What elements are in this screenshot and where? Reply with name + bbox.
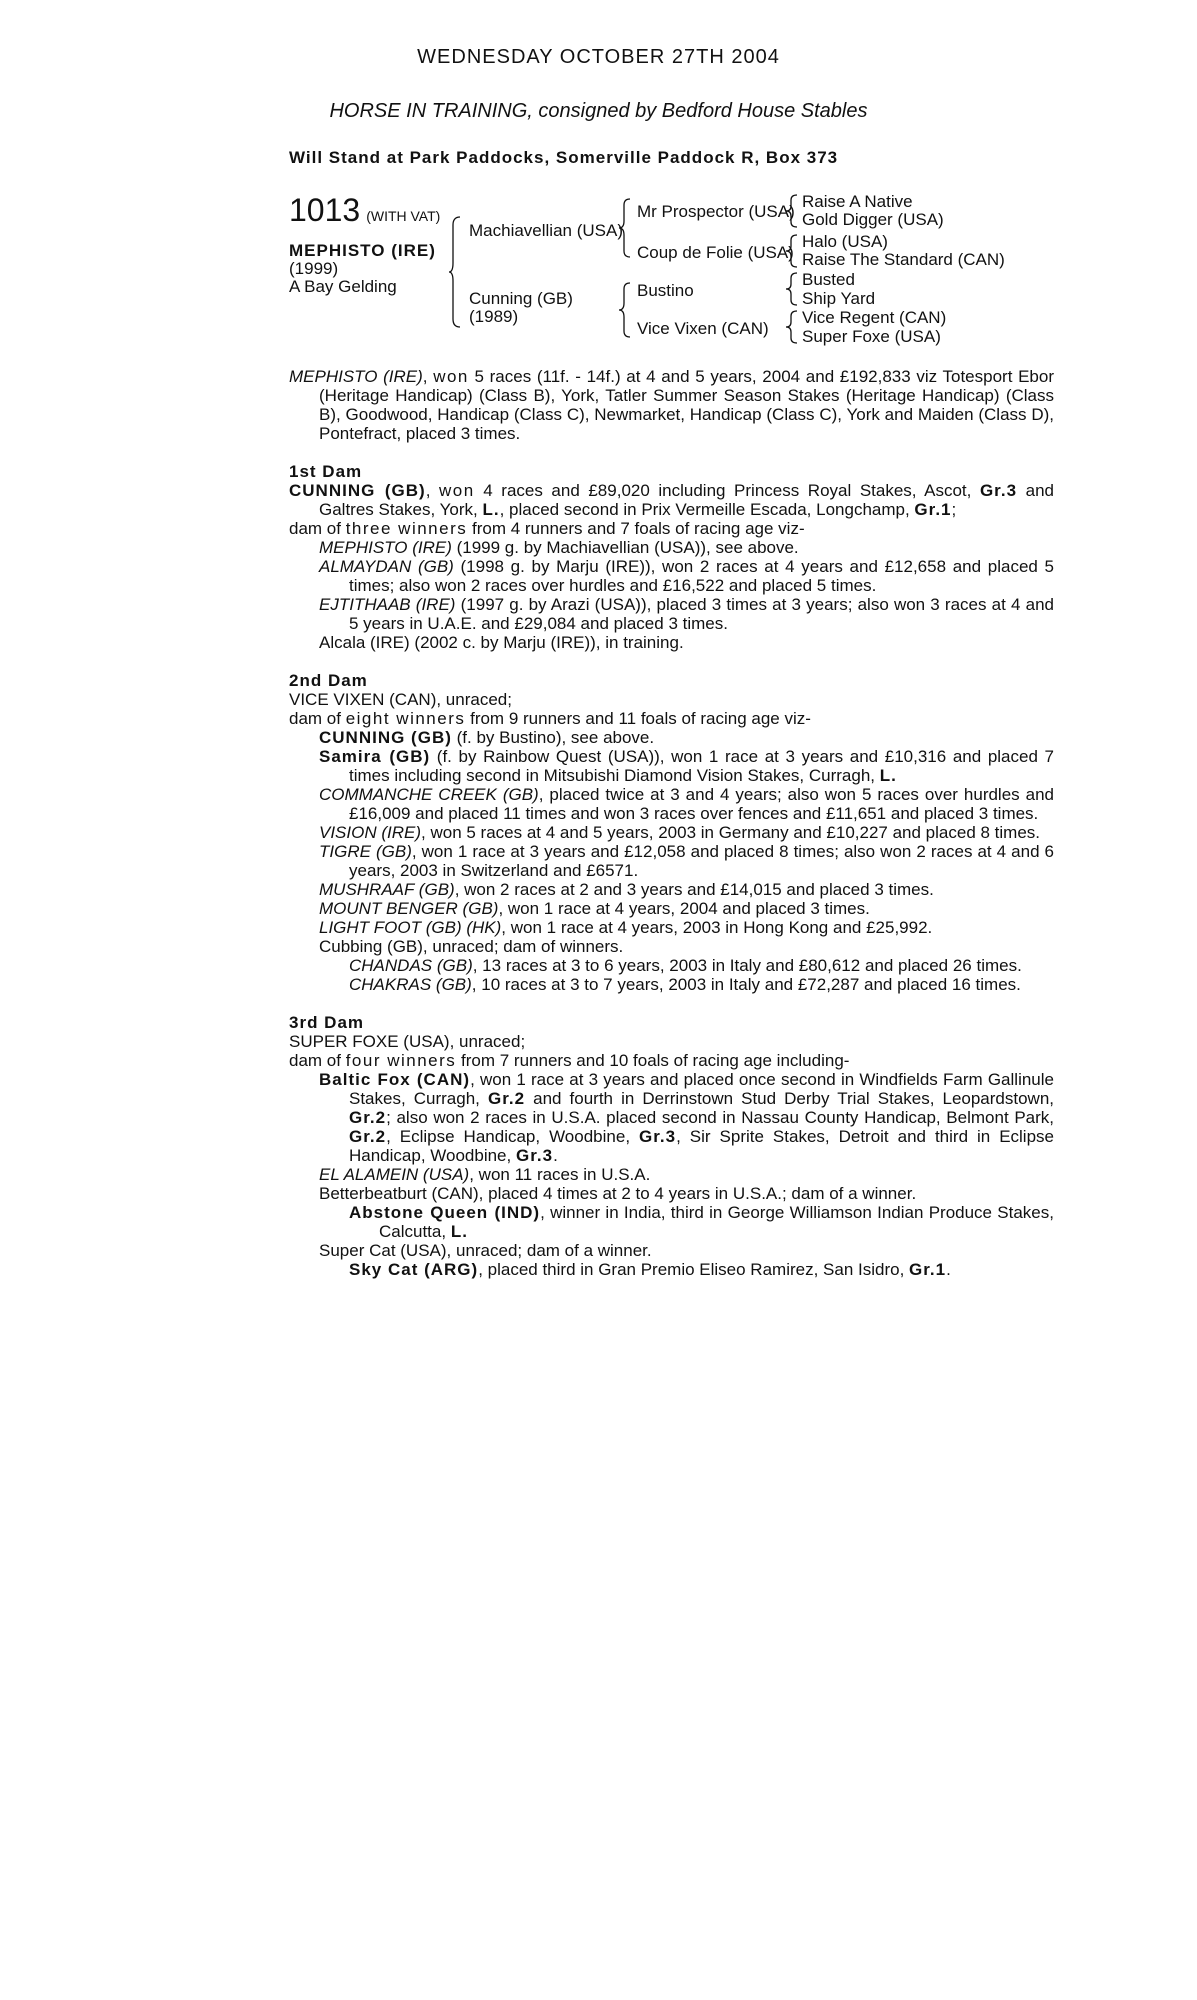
horse-info	[289, 242, 436, 296]
second-dam-record: VICE VIXEN (CAN), unraced;	[289, 690, 512, 709]
sd-sire: Halo (USA)	[802, 232, 888, 251]
progeny-entry	[289, 1260, 1054, 1279]
bold-run: L.	[482, 500, 500, 519]
progeny-entry	[289, 538, 1054, 557]
italic-run: MEPHISTO (IRE)	[319, 538, 452, 557]
bold-run: Sky Cat (ARG)	[349, 1260, 479, 1279]
text-run: Betterbeatburt (CAN), placed 4 times at 2 to 4 years in U.S.A.; dam of a winner.	[319, 1184, 917, 1203]
lot-header	[289, 192, 440, 229]
spaced-run: eight winners	[345, 709, 466, 728]
italic-run: MEPHISTO (IRE)	[289, 367, 423, 386]
text-run: 4 races and £89,020 including Princess Royal Stakes, Ascot,	[474, 481, 980, 500]
progeny-entry	[289, 842, 1054, 880]
text-run: from 9 runners and 11 foals of racing age viz-	[465, 709, 811, 728]
progeny-entry	[289, 1241, 1054, 1260]
text-run: , placed third in Gran Premio Eliseo Ramirez, San Isidro,	[478, 1260, 910, 1279]
ss-sire: Raise A Native	[802, 192, 913, 211]
bold-run: L.	[879, 766, 897, 785]
dam-sire: Bustino	[637, 281, 694, 300]
dd-dam: Super Foxe (USA)	[802, 327, 941, 346]
dam-dam: Vice Vixen (CAN)	[637, 319, 769, 338]
dam-year: (1989)	[469, 307, 519, 326]
progeny-entry	[289, 956, 1054, 975]
consignment-line: HORSE IN TRAINING, consigned by Bedford House Stables	[329, 100, 868, 122]
stand-location: Will Stand at Park Paddocks, Somerville Paddock R, Box 373	[289, 148, 839, 167]
bold-run: Gr.3	[979, 481, 1018, 500]
horse-year: (1999)	[289, 259, 339, 278]
progeny-entry	[289, 728, 1054, 747]
progeny-entry	[289, 1165, 1054, 1184]
italic-run: LIGHT FOOT (GB) (HK)	[319, 918, 502, 937]
bold-run: Gr.3	[515, 1146, 554, 1165]
progeny-entry	[289, 557, 1054, 595]
horse-name: MEPHISTO (IRE)	[289, 241, 436, 260]
bold-run: Gr.2	[487, 1089, 526, 1108]
text-run: (1998 g. by Marju (IRE)), won 2 races at 4 years and £12,658 and placed 5 times; also won 2 races over hurdles and £16,522 and placed 5 times.	[349, 557, 1054, 595]
text-run: , Sir Sprite Stakes, Detroit and third in Eclipse Handicap, Woodbine,	[349, 1127, 1054, 1165]
text-run: , won 5 races at 4 and 5 years, 2003 in Germany and £10,227 and placed 8 times.	[421, 823, 1041, 842]
italic-run: COMMANCHE CREEK (GB)	[319, 785, 539, 804]
bold-run: CUNNING (GB)	[289, 481, 426, 500]
bold-run: Gr.2	[349, 1127, 387, 1146]
text-run: , won 2 races at 2 and 3 years and £14,015 and placed 3 times.	[454, 880, 934, 899]
italic-run: MUSHRAAF (GB)	[319, 880, 455, 899]
pedigree-brace-dd	[785, 309, 799, 345]
text-run: , won 1 race at 4 years, 2003 in Hong Kong and £25,992.	[501, 918, 933, 937]
sire-name: Machiavellian (USA)	[469, 221, 623, 240]
text-run: dam of	[289, 709, 346, 728]
text-run: ,	[425, 481, 440, 500]
spaced-run: four winners	[345, 1051, 457, 1070]
bold-run: L.	[450, 1222, 468, 1241]
progeny-entry	[289, 785, 1054, 823]
text-run: 5 races (11f. - 14f.) at 4 and 5 years, 2004 and £192,833 viz Totesport Ebor (Heritage Handicap) (Class B), York, Tatler Summer Season Stakes (Heritage Handicap) (Class B), Goodwood, Handicap (Class C), Newmarket, Handicap (Class C), York and Maiden (Class D), Pontefract, placed 3 times.	[319, 367, 1054, 443]
text-run: (f. by Bustino), see above.	[451, 728, 655, 747]
progeny-entry	[289, 880, 1054, 899]
bold-run: Gr.3	[639, 1127, 677, 1146]
text-run: , won 1 race at 4 years, 2004 and placed 3 times.	[498, 899, 870, 918]
ss-dam: Gold Digger (USA)	[802, 210, 944, 229]
dam-name	[469, 290, 573, 326]
progeny-entry	[289, 633, 1054, 652]
text-run: , winner in India, third in George Williamson Indian Produce Stakes, Calcutta,	[379, 1203, 1054, 1241]
first-dam-produce-summary	[289, 519, 1054, 538]
text-run: dam of	[289, 519, 346, 538]
text-run: .	[553, 1146, 558, 1165]
dam-name-text: Cunning (GB)	[469, 289, 573, 308]
bold-run: Gr.2	[349, 1108, 387, 1127]
first-dam-record	[289, 481, 1054, 519]
spaced-run: won	[433, 367, 469, 386]
third-dam-heading: 3rd Dam	[289, 1013, 365, 1032]
progeny-entry	[289, 918, 1054, 937]
bold-run: Gr.1	[909, 1260, 947, 1279]
text-run: ,	[422, 367, 434, 386]
text-run: ; also won 2 races in U.S.A. placed second in Nassau County Handicap, Belmont Park,	[386, 1108, 1054, 1127]
pedigree-brace-sire	[618, 197, 632, 259]
bold-run: Abstone Queen (IND)	[349, 1203, 541, 1222]
progeny-entry	[289, 1203, 1054, 1241]
pedigree-brace-ss	[785, 193, 799, 229]
text-run: , placed twice at 3 and 4 years; also won 5 races over hurdles and £16,009 and placed 11 times and won 3 races over fences and £11,651 and placed 3 times.	[349, 785, 1054, 823]
text-run: from 4 runners and 7 foals of racing age viz-	[467, 519, 805, 538]
text-run: , won 1 race at 3 years and £12,058 and placed 8 times; also won 2 races at 4 and 6 years, 2003 in Switzerland and £6571.	[349, 842, 1055, 880]
progeny-entry	[289, 747, 1054, 785]
bold-run: Baltic Fox (CAN)	[319, 1070, 471, 1089]
text-run: , 10 races at 3 to 7 years, 2003 in Italy and £72,287 and placed 16 times.	[471, 975, 1021, 994]
text-run: , Eclipse Handicap, Woodbine,	[386, 1127, 640, 1146]
third-dam-record: SUPER FOXE (USA), unraced;	[289, 1032, 526, 1051]
progeny-entry	[289, 595, 1054, 633]
text-run: ;	[951, 500, 957, 519]
progeny-entry	[289, 937, 1054, 956]
sire-sire: Mr Prospector (USA)	[637, 202, 795, 221]
progeny-entry	[289, 1184, 1054, 1203]
sd-dam: Raise The Standard (CAN)	[802, 250, 1005, 269]
second-dam-progeny	[289, 728, 1054, 994]
italic-run: EL ALAMEIN (USA)	[319, 1165, 470, 1184]
text-run: Super Cat (USA), unraced; dam of a winner.	[319, 1241, 652, 1260]
text-run: Alcala (IRE) (2002 c. by Marju (IRE)), in training.	[319, 633, 684, 652]
pedigree-brace-sd	[785, 233, 799, 269]
text-run: .	[946, 1260, 951, 1279]
ds-dam: Ship Yard	[802, 289, 876, 308]
text-run: , won 11 races in U.S.A.	[469, 1165, 651, 1184]
sale-date: WEDNESDAY OCTOBER 27TH 2004	[417, 46, 780, 68]
italic-run: MOUNT BENGER (GB)	[319, 899, 499, 918]
pedigree-brace-dam	[618, 281, 632, 339]
pedigree-brace-ds	[785, 271, 799, 307]
text-run: from 7 runners and 10 foals of racing age including-	[456, 1051, 850, 1070]
second-dam-produce-summary	[289, 709, 1054, 728]
dd-sire: Vice Regent (CAN)	[802, 308, 947, 327]
italic-run: CHAKRAS (GB)	[349, 975, 472, 994]
third-dam-produce-summary	[289, 1051, 1054, 1070]
bold-run: CUNNING (GB)	[319, 728, 452, 747]
text-run: dam of	[289, 1051, 346, 1070]
italic-run: ALMAYDAN (GB)	[319, 557, 454, 576]
vat-note: (WITH VAT)	[366, 208, 441, 224]
text-run: (f. by Rainbow Quest (USA)), won 1 race at 3 years and £10,316 and placed 7 times including second in Mitsubishi Diamond Vision Stakes, Curragh,	[349, 747, 1054, 785]
progeny-entry	[289, 899, 1054, 918]
text-run: , won 1 race at 3 years and placed once second in Windfields Farm Gallinule Stakes, Curragh,	[349, 1070, 1054, 1108]
ds-sire: Busted	[802, 270, 855, 289]
text-run: Cubbing (GB), unraced; dam of winners.	[319, 937, 624, 956]
text-run: (1999 g. by Machiavellian (USA)), see above.	[451, 538, 799, 557]
lot-number: 1013	[289, 192, 361, 228]
spaced-run: won	[439, 481, 475, 500]
bold-run: Gr.1	[914, 500, 952, 519]
text-run: , 13 races at 3 to 6 years, 2003 in Italy and £80,612 and placed 26 times.	[472, 956, 1022, 975]
text-run: and fourth in Derrinstown Stud Derby Trial Stakes, Leopardstown,	[525, 1089, 1055, 1108]
first-dam-heading: 1st Dam	[289, 462, 363, 481]
third-dam-progeny	[289, 1070, 1054, 1279]
text-run: , placed second in Prix Vermeille Escada, Longchamp,	[499, 500, 915, 519]
sire-dam: Coup de Folie (USA)	[637, 243, 794, 262]
first-dam-progeny	[289, 538, 1054, 652]
progeny-entry	[289, 975, 1054, 994]
spaced-run: three winners	[345, 519, 468, 538]
progeny-entry	[289, 823, 1054, 842]
italic-run: CHANDAS (GB)	[349, 956, 473, 975]
italic-run: TIGRE (GB)	[319, 842, 412, 861]
catalogue-text	[289, 367, 1054, 1279]
pedigree-brace-gen1	[448, 215, 462, 329]
horse-description: A Bay Gelding	[289, 277, 397, 296]
text-run: (1997 g. by Arazi (USA)), placed 3 times at 3 years; also won 3 races at 4 and 5 years in U.A.E. and £29,084 and placed 3 times.	[349, 595, 1054, 633]
bold-run: Samira (GB)	[319, 747, 431, 766]
performance-paragraph	[289, 367, 1054, 443]
progeny-entry	[289, 1070, 1054, 1165]
second-dam-heading: 2nd Dam	[289, 671, 368, 690]
text-run: and Galtres Stakes, York,	[319, 481, 1054, 519]
italic-run: VISION (IRE)	[319, 823, 422, 842]
italic-run: EJTITHAAB (IRE)	[319, 595, 456, 614]
